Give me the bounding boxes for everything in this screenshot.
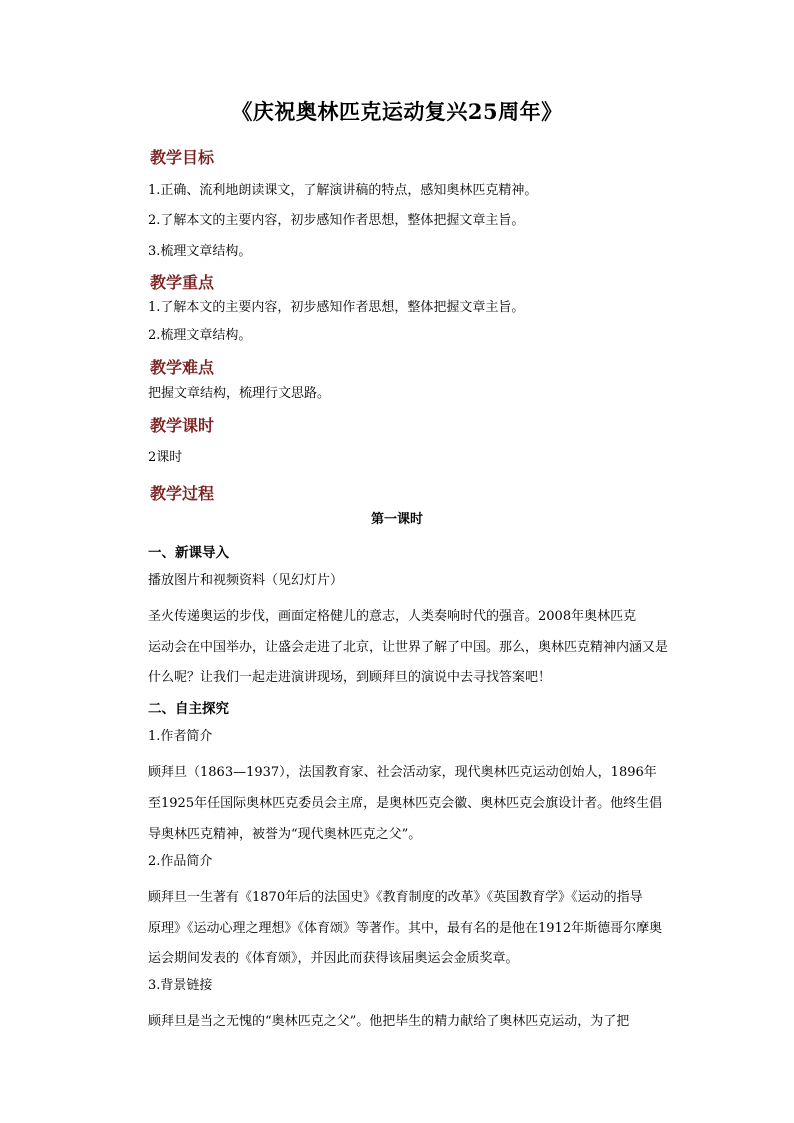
section-1-line: 播放图片和视频资料（见幻灯片） [148,573,344,588]
difficulties-text: 把握文章结构，梳理行文思路。 [148,386,331,401]
section-1-para-line-3: 什么呢？让我们一起走进演讲现场，到顾拜旦的演说中去寻找答案吧！ [148,670,552,685]
heading-process: 教学过程 [150,484,215,503]
heading-key-points: 教学重点 [150,273,215,292]
background-para-line-1: 顾拜旦是当之无愧的“奥林匹克之父”。他把毕生的精力献给了奥林匹克运动，为了把 [148,1014,630,1029]
key-point-item-1: 1.了解本文的主要内容，初步感知作者思想，整体把握文章主旨。 [148,300,525,315]
objective-item-2: 2.了解本文的主要内容，初步感知作者思想，整体把握文章主旨。 [148,213,525,228]
section-2-sub-1: 1.作者简介 [148,729,213,744]
section-1-heading: 一、新课导入 [148,545,229,561]
section-1-para-line-1: 圣火传递奥运的步伐，画面定格健儿的意志，人类奏响时代的强音。2008年奥林匹克 [148,609,637,624]
heading-difficulties: 教学难点 [150,358,215,377]
heading-objectives: 教学目标 [150,148,215,167]
key-point-item-2: 2.梳理文章结构。 [148,328,252,343]
works-para-line-2: 原理》《运动心理之理想》《体育颂》等著作。其中，最有名的是他在1912年斯德哥尔摩奥 [148,921,663,936]
author-para-line-2: 至1925年任国际奥林匹克委员会主席，是奥林匹克会徽、奥林匹克会旗设计者。他终生倡 [148,796,663,811]
section-2-heading: 二、自主探究 [148,701,229,717]
document-title: 《庆祝奥林匹克运动复兴25周年》 [231,99,563,124]
lesson-title: 第一课时 [370,512,423,527]
section-2-sub-2: 2.作品简介 [148,854,213,869]
author-para-line-1: 顾拜旦（1863—1937），法国教育家、社会活动家，现代奥林匹克运动创始人，1896年 [148,765,657,780]
works-para-line-1: 顾拜旦一生著有《1870年后的法国史》《教育制度的改革》《英国教育学》《运动的指导 [148,890,643,905]
heading-hours: 教学课时 [150,416,215,435]
objective-item-1: 1.正确、流利地朗读课文，了解演讲稿的特点，感知奥林匹克精神。 [148,183,538,198]
works-para-line-3: 运会期间发表的《体育颂》，并因此而获得该届奥运会金质奖章。 [148,951,519,966]
hours-text: 2课时 [148,450,183,465]
objective-item-3: 3.梳理文章结构。 [148,244,252,259]
section-2-sub-3: 3.背景链接 [148,978,213,993]
section-1-para-line-2: 运动会在中国举办，让盛会走进了北京，让世界了解了中国。那么，奥林匹克精神内涵又是 [148,640,669,655]
author-para-line-3: 导奥林匹克精神，被誉为“现代奥林匹克之父”。 [148,827,422,842]
